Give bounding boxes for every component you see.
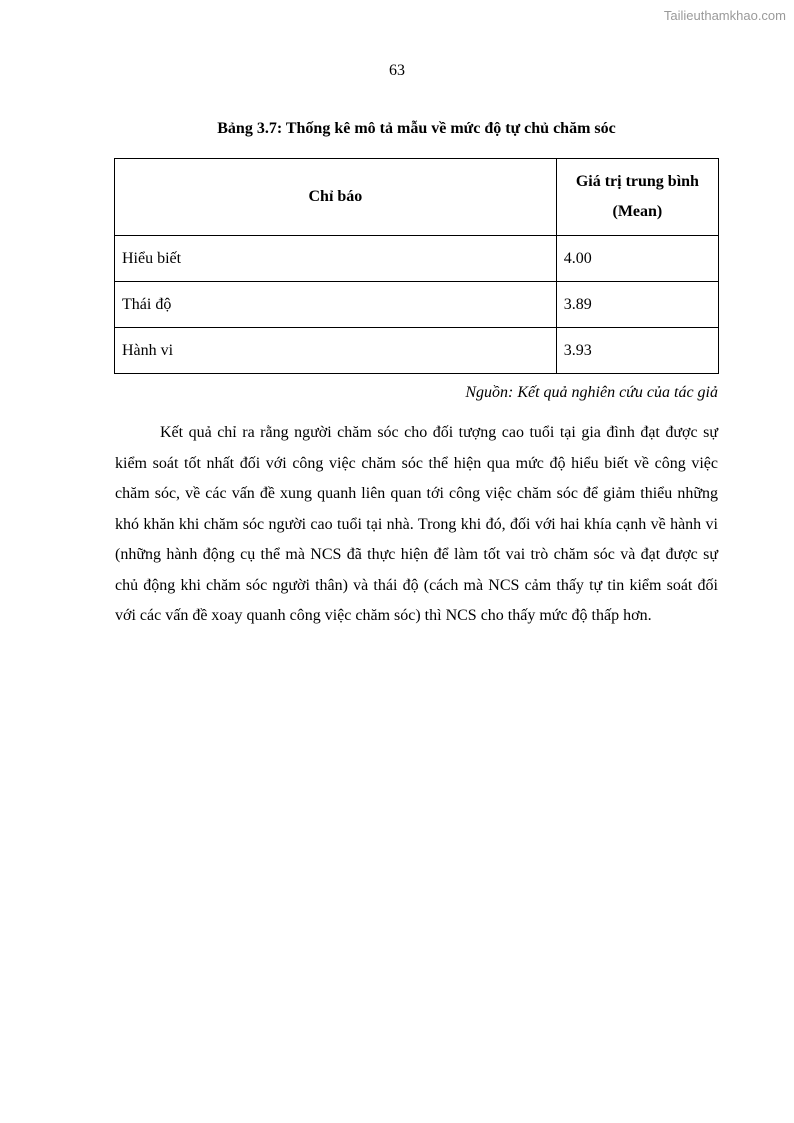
- statistics-table: [114, 158, 719, 374]
- table-row: [115, 236, 719, 282]
- table-header-row: [115, 159, 719, 236]
- row-indicator: Hành vi: [115, 328, 557, 374]
- table-row: [115, 328, 719, 374]
- row-mean: 4.00: [556, 236, 718, 282]
- table-caption: Bảng 3.7: Thống kê mô tả mẫu về mức độ tự chủ chăm sóc: [217, 120, 616, 137]
- row-indicator: Thái độ: [115, 282, 557, 328]
- header-mean-line1: Giá trị trung bình: [575, 173, 699, 190]
- row-mean: 3.89: [556, 282, 718, 328]
- page-number: 63: [389, 62, 405, 79]
- body-paragraph: Kết quả chỉ ra rằng người chăm sóc cho đối tượng cao tuổi tại gia đình đạt được sự kiểm soát tốt nhất đối với công việc chăm sóc thể hiện qua mức độ hiểu biết về công việc chăm sóc, về các vấn đề xung quanh liên quan tới công việc chăm sóc để giảm thiểu những khó khăn khi chăm sóc người cao tuổi tại nhà. Trong khi đó, đối với hai khía cạnh về hành vi (những hành động cụ thể mà NCS đã thực hiện để làm tốt vai trò chăm sóc và đạt được sự chủ động khi chăm sóc người thân) và thái độ (cách mà NCS cảm thấy tự tin kiểm soát đối với các vấn đề xoay quanh công việc chăm sóc) thì NCS cho thấy mức độ thấp hơn.: [115, 424, 718, 624]
- header-mean: [556, 159, 718, 236]
- table-row: [115, 282, 719, 328]
- row-mean: 3.93: [556, 328, 718, 374]
- table-source-note: Nguồn: Kết quả nghiên cứu của tác giả: [465, 384, 718, 401]
- row-indicator: Hiểu biết: [115, 236, 557, 282]
- watermark: Tailieuthamkhao.com: [663, 8, 786, 23]
- header-mean-line2: (Mean): [612, 203, 663, 220]
- header-indicator: Chỉ báo: [115, 159, 557, 236]
